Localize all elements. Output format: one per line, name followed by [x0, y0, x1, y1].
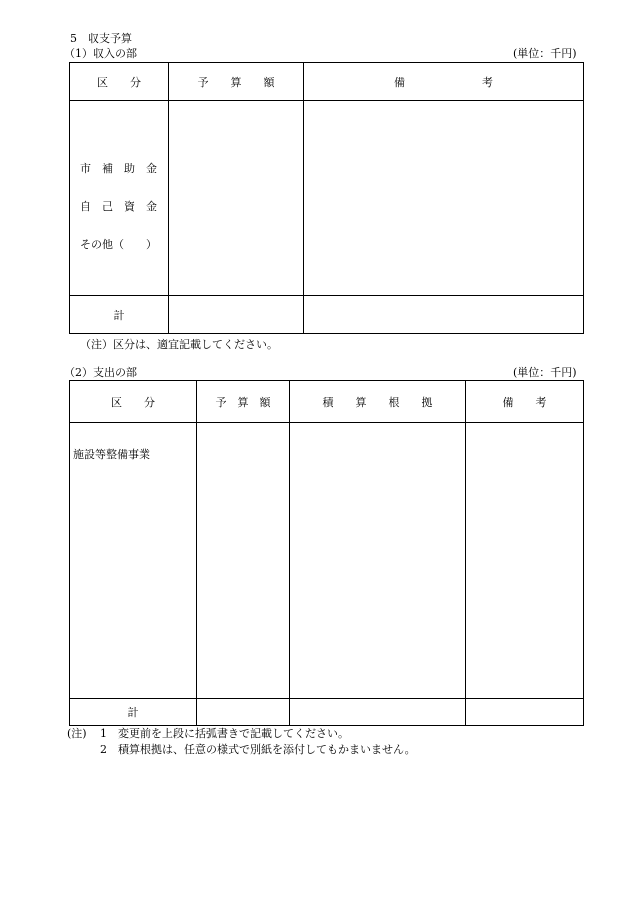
- income-row-other: その他（ ）: [80, 238, 157, 251]
- income-note: （注）区分は、適宜記載してください。: [80, 338, 278, 351]
- income-header-budget: 予 算 額: [169, 63, 304, 101]
- expense-header-remarks: 備 考: [466, 381, 584, 423]
- section-heading: 5 収支予算: [70, 32, 132, 45]
- income-total-budget[interactable]: [169, 296, 304, 334]
- expense-header-category: 区 分: [70, 381, 197, 423]
- expense-note-2: 2 積算根拠は、任意の様式で別紙を添付してもかまいません。: [100, 743, 416, 756]
- expense-total-budget[interactable]: [197, 699, 290, 726]
- expense-row-facility: 施設等整備事業: [73, 448, 150, 461]
- income-header-remarks: 備 考: [304, 63, 584, 101]
- expense-total-basis[interactable]: [290, 699, 466, 726]
- income-total-row: [70, 296, 584, 334]
- income-unit: (単位：千円): [513, 47, 577, 60]
- expense-total-remarks[interactable]: [466, 699, 584, 726]
- income-row-city-subsidy: 市 補 助 金: [80, 162, 157, 175]
- expense-header-basis: 積 算 根 拠: [290, 381, 466, 423]
- expense-budget-cell[interactable]: [197, 423, 290, 699]
- expense-total-label: 計: [70, 699, 197, 726]
- income-header-row: [70, 63, 584, 101]
- income-body-row: [70, 101, 584, 296]
- income-title: （1）収入の部: [64, 47, 137, 60]
- income-category-cell: [70, 101, 169, 296]
- expense-table: [69, 380, 584, 726]
- income-total-label: 計: [70, 296, 169, 334]
- expense-note-label: (注): [67, 727, 87, 740]
- expense-header-row: [70, 381, 584, 423]
- income-budget-cell[interactable]: [169, 101, 304, 296]
- expense-remarks-cell[interactable]: [466, 423, 584, 699]
- income-table: [69, 62, 584, 334]
- expense-title: （2）支出の部: [64, 366, 137, 379]
- expense-body-row: [70, 423, 584, 699]
- expense-unit: (単位：千円): [513, 366, 577, 379]
- expense-header-budget: 予 算 額: [197, 381, 290, 423]
- expense-basis-cell[interactable]: [290, 423, 466, 699]
- expense-total-row: [70, 699, 584, 726]
- income-total-remarks[interactable]: [304, 296, 584, 334]
- expense-note-1: 1 変更前を上段に括弧書きで記載してください。: [100, 727, 349, 740]
- income-row-own-funds: 自 己 資 金: [80, 200, 157, 213]
- income-remarks-cell[interactable]: [304, 101, 584, 296]
- income-header-category: 区 分: [70, 63, 169, 101]
- expense-category-cell: [70, 423, 197, 699]
